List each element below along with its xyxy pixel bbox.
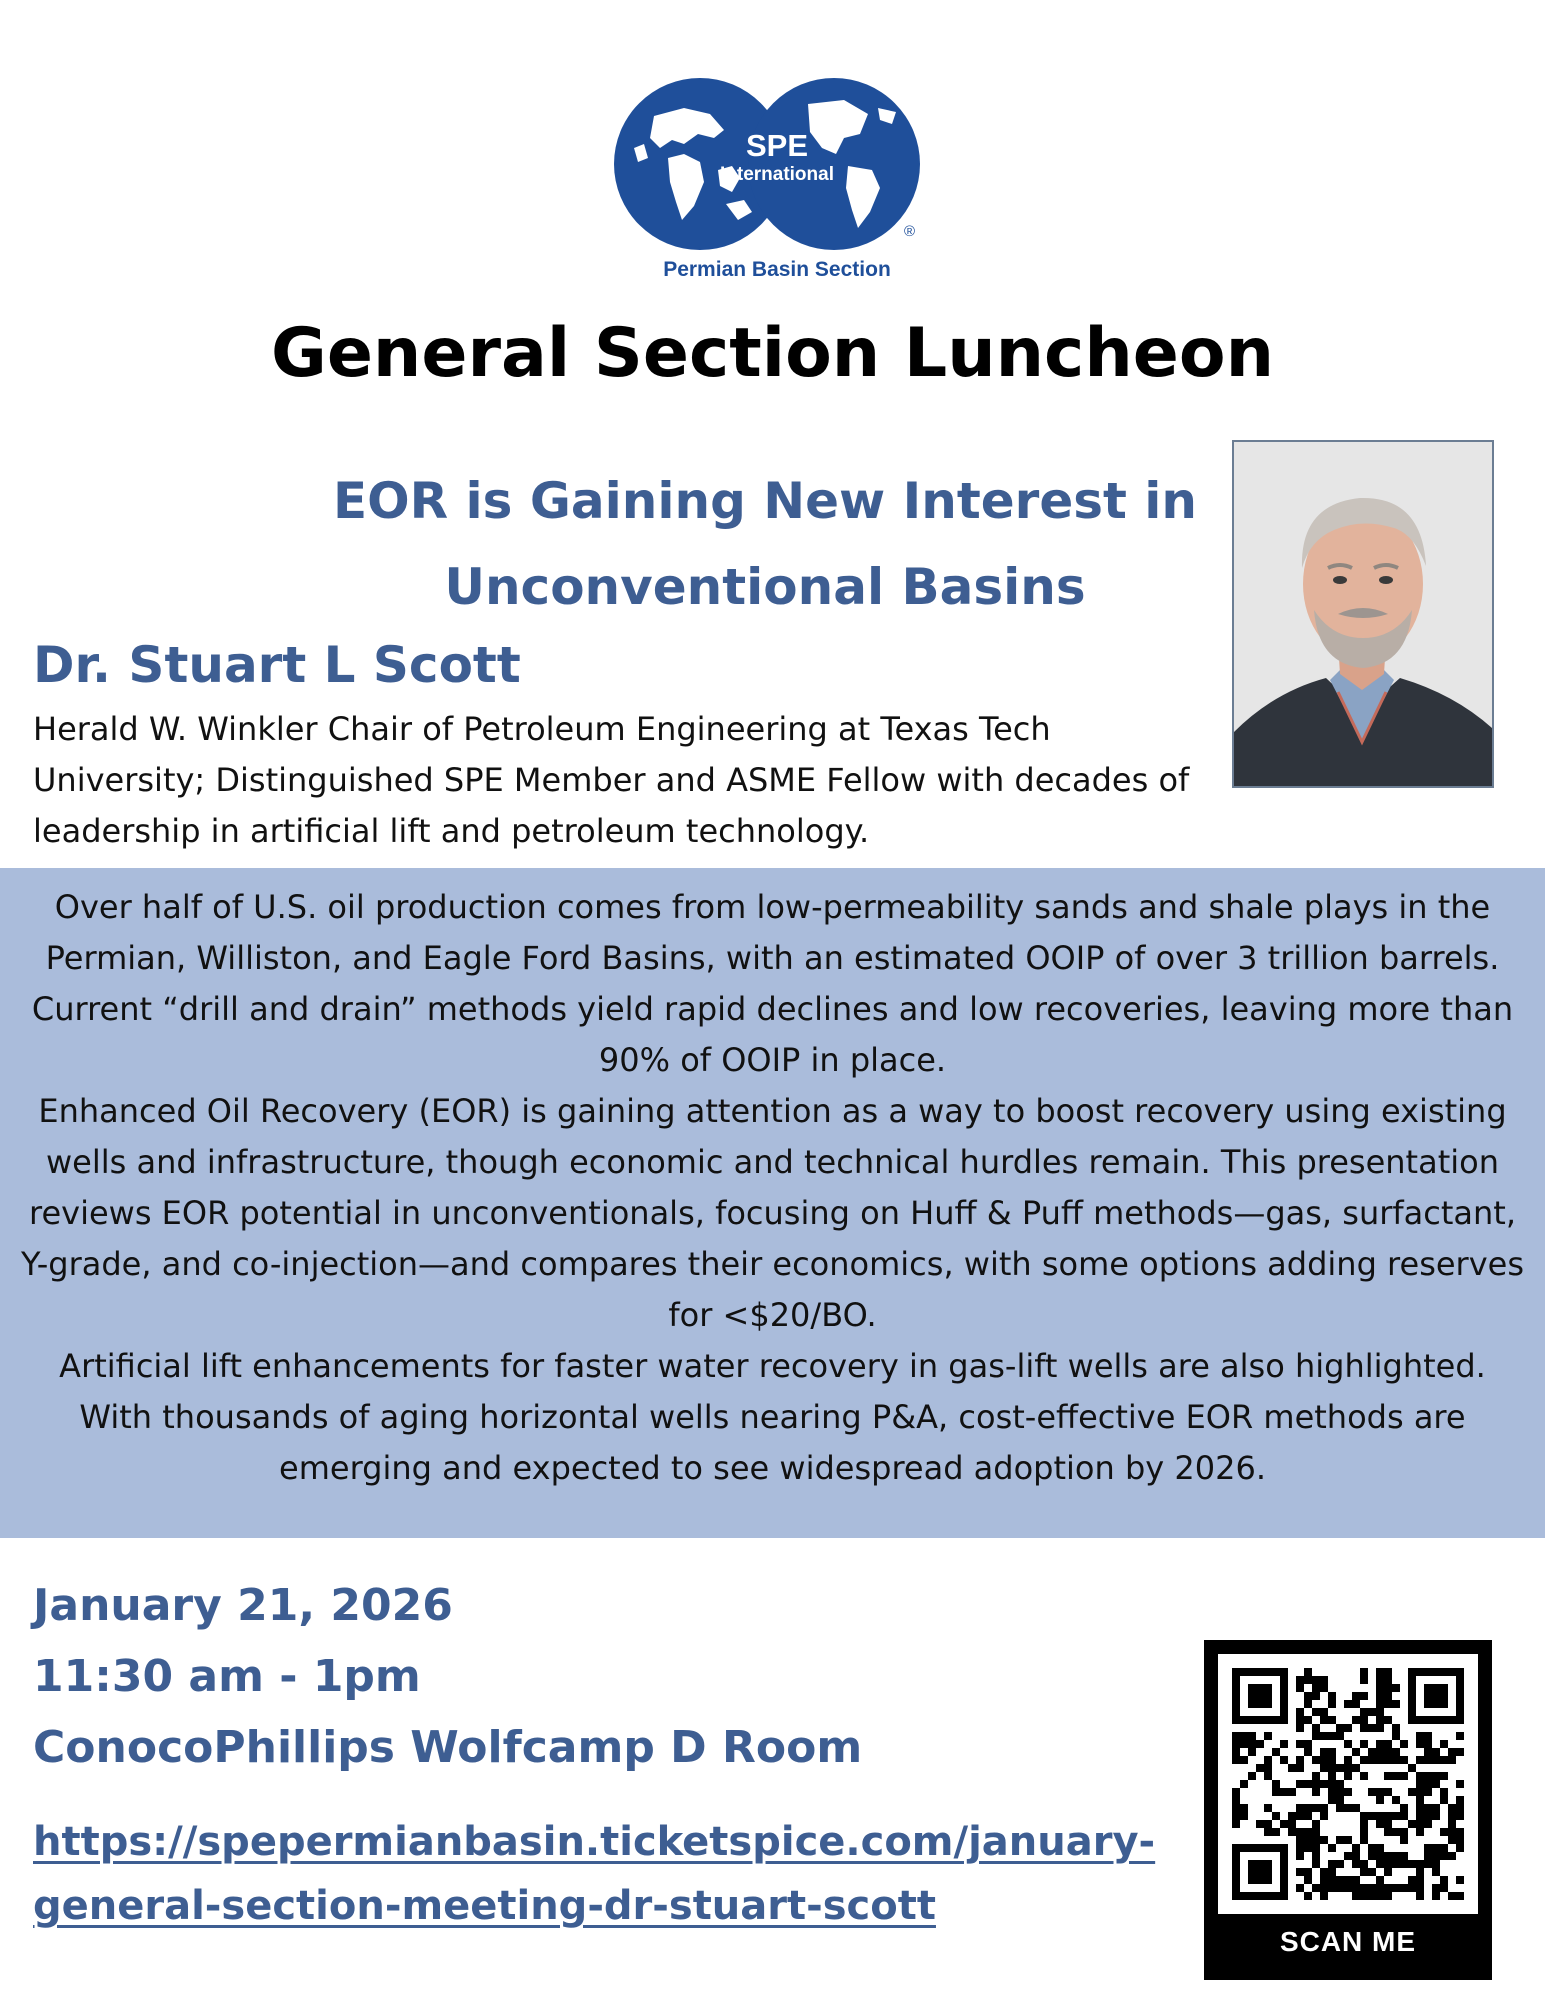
qr-code-block[interactable] — [1204, 1640, 1492, 1980]
spe-logo — [614, 78, 940, 288]
logo-international-text: International — [719, 164, 834, 185]
abstract-paragraph-1: Over half of U.S. oil production comes from low-permeability sands and shale plays in the Permian, Williston, and Eagle Ford Basins, with an estimated OOIP of over 3 trillion barrels. Current “drill and drain” methods yield rapid declines and low recoveries, leaving more than 90% of OOIP in place. — [31, 888, 1514, 1079]
talk-title-line-1: EOR is Gaining New Interest in — [332, 472, 1198, 530]
event-date: January 21, 2026 — [33, 1580, 453, 1631]
speaker-bio-line-1: Herald W. Winkler Chair of Petroleum Engineering at Texas Tech — [33, 710, 1051, 748]
logo-spe-text: SPE — [745, 128, 809, 163]
speaker-portrait-icon — [1234, 442, 1492, 786]
abstract-paragraph-3: Artificial lift enhancements for faster water recovery in gas-lift wells are also highlighted. With thousands of aging horizontal wells nearing P&A, cost-effective EOR methods are emerging and expected to see widespread adoption by 2026. — [59, 1347, 1486, 1487]
abstract-paragraph-2: Enhanced Oil Recovery (EOR) is gaining attention as a way to boost recovery using existing wells and infrastructure, though economic and technical hurdles remain. This presentation reviews EOR potential in unconventionals, focusing on Huff & Puff methods—gas, surfactant, Y-grade, and co-injection—and compares their economics, with some options adding reserves for <$20/BO. — [20, 1092, 1524, 1334]
logo-section-name: Permian Basin Section — [663, 258, 891, 281]
registered-mark: ® — [904, 223, 916, 240]
speaker-bio — [33, 704, 1213, 857]
speaker-photo — [1232, 440, 1494, 788]
registration-link[interactable] — [33, 1810, 1173, 1938]
talk-title-line-2: Unconventional Basins — [444, 558, 1086, 616]
event-location: ConocoPhillips Wolfcamp D Room — [33, 1722, 863, 1773]
speaker-bio-line-3: leadership in artificial lift and petroleum technology. — [33, 812, 870, 850]
speaker-name: Dr. Stuart L Scott — [33, 636, 521, 694]
speaker-bio-line-2: University; Distinguished SPE Member and ASME Fellow with decades of — [33, 761, 1190, 799]
event-time: 11:30 am - 1pm — [33, 1651, 421, 1702]
registration-link-line-1[interactable]: https://spepermianbasin.ticketspice.com/january- — [33, 1819, 1156, 1865]
qr-scan-label: SCAN ME — [1279, 1926, 1417, 1957]
registration-link-line-2[interactable]: general-section-meeting-dr-stuart-scott — [33, 1883, 936, 1929]
abstract-text — [20, 882, 1525, 1494]
qr-code[interactable] — [1218, 1654, 1478, 1914]
talk-title — [255, 458, 1275, 630]
event-title: General Section Luncheon — [271, 314, 1274, 393]
qr-code-icon — [1232, 1668, 1464, 1900]
